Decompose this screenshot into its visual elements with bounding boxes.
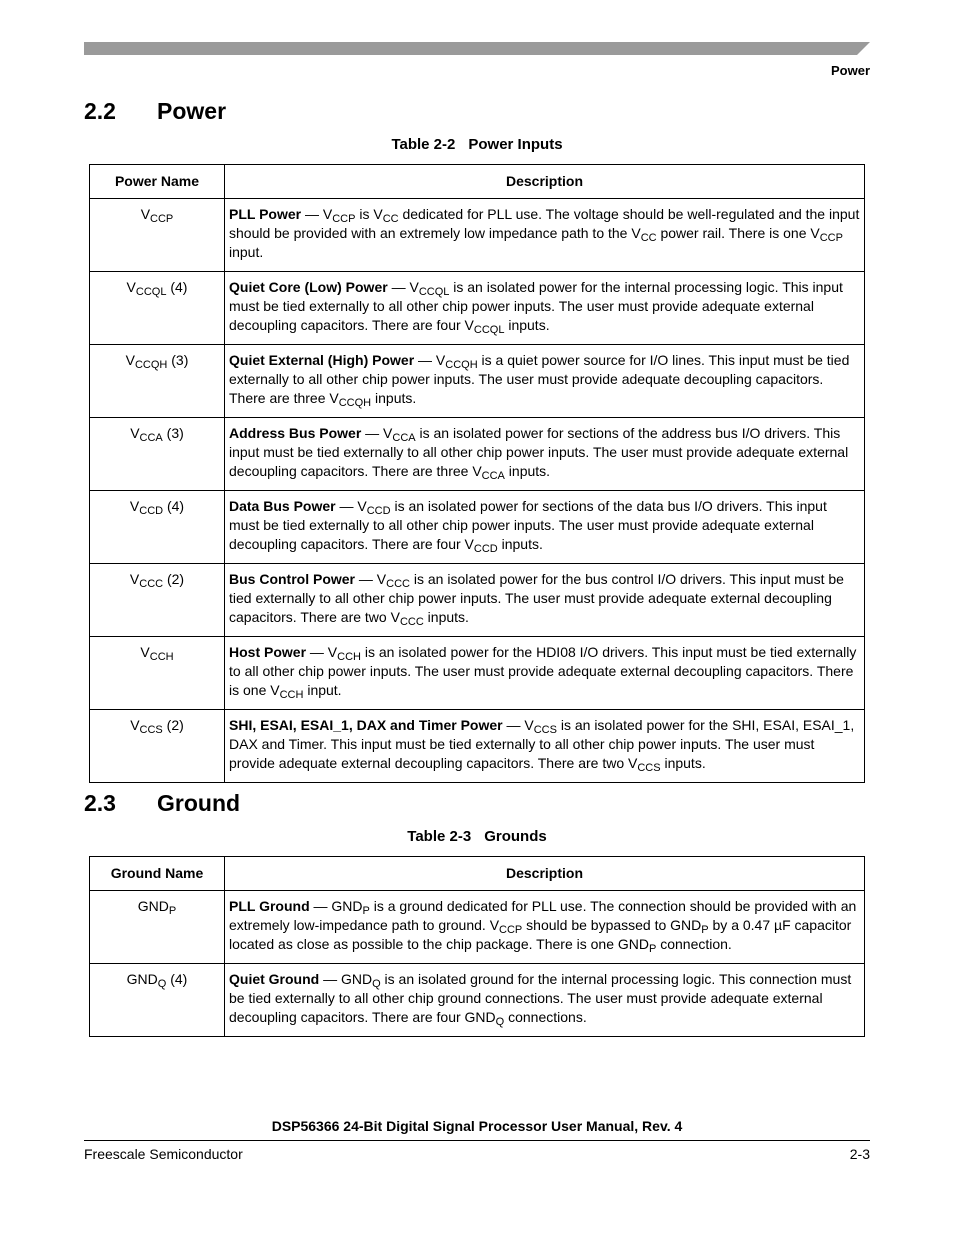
cell-description: PLL Ground — $GND_P$ is a ground dedicated for PLL use. The connection should be provided with an extremely low-impedance path to ground. $V_{CCP}$ should be bypassed to $GND_P$ by a 0.47 µF capacitor located as close as possible to the chip package. There is one $GND_P$ connection. — [225, 891, 865, 964]
cell-description: Quiet Core (Low) Power — $V_{CCQL}$ is an isolated power for the internal processing logic. This input must be tied externally to all other chip power inputs. The user must provide adequate external decoupling capacitors. There are four $V_{CCQL}$ inputs. — [225, 272, 865, 345]
cell-name: $GND_P$ — [90, 891, 225, 964]
table-row — [90, 199, 865, 272]
cell-description: Host Power — $V_{CCH}$ is an isolated power for the HDI08 I/O drivers. This input must be tied externally to all other chip power inputs. The user must provide adequate external decoupling capacitors. There is one $V_{CCH}$ input. — [225, 637, 865, 710]
section-heading-power — [84, 97, 226, 125]
subscript: P — [362, 905, 370, 917]
footer-company: Freescale Semiconductor — [84, 1146, 243, 1162]
subscript: CCQH — [445, 359, 478, 371]
subscript: Q — [157, 978, 167, 990]
ground-table-body — [90, 891, 865, 1037]
column-header-name: Power Name — [90, 165, 225, 199]
subscript: CCH — [337, 651, 361, 663]
table-row — [90, 637, 865, 710]
subscript: CCQH — [134, 359, 168, 371]
subscript: CCH — [279, 689, 304, 701]
table-row — [90, 710, 865, 783]
cell-name: $V_{CCQH}$ (3) — [90, 345, 225, 418]
cell-name: $V_{CCS}$ (2) — [90, 710, 225, 783]
power-table-body — [90, 199, 865, 783]
subscript: CCQH — [338, 397, 372, 409]
section-number: 2.2 — [84, 98, 116, 124]
table-title: Grounds — [484, 828, 547, 845]
cell-description: Address Bus Power — $V_{CCA}$ is an isolated power for sections of the address bus I/O drivers. This input must be tied externally to all other chip power inputs. The user must provide adequate external decoupling capacitors. There are three $V_{CCA}$ inputs. — [225, 418, 865, 491]
cell-description: Quiet External (High) Power — $V_{CCQH}$ is a quiet power source for I/O lines. This input must be tied externally to all other chip power inputs. The user must provide adequate decoupling capacitors. There are three $V_{CCQH}$ inputs. — [225, 345, 865, 418]
cell-name: $V_{CCP}$ — [90, 199, 225, 272]
power-inputs-table — [89, 164, 865, 783]
subscript: CCD — [139, 505, 164, 517]
cell-name: $V_{CCD}$ (4) — [90, 491, 225, 564]
cell-description: Data Bus Power — $V_{CCD}$ is an isolated power for sections of the data bus I/O drivers. This input must be tied externally to all other chip power inputs. The user must provide adequate external decoupling capacitors. There are four $V_{CCD}$ inputs. — [225, 491, 865, 564]
cell-name: $V_{CCH}$ — [90, 637, 225, 710]
subscript: Q — [495, 1016, 505, 1028]
subscript: CCQL — [473, 324, 505, 336]
table-title: Power Inputs — [468, 136, 563, 153]
description-term: Data Bus Power — [229, 498, 336, 514]
subscript: CCA — [139, 432, 163, 444]
description-term: Host Power — [229, 644, 307, 660]
description-term: Quiet External (High) Power — [229, 352, 415, 368]
subscript: CCP — [332, 213, 356, 225]
table-caption-power — [89, 136, 865, 154]
cell-description: Quiet Ground — $GND_Q$ is an isolated ground for the internal processing logic. This connection must be tied externally to all other chip ground connections. The user must provide adequate external decoupling capacitors. There are four $GND_Q$ connections. — [225, 964, 865, 1037]
description-term: Bus Control Power — [229, 571, 356, 587]
table-row — [90, 491, 865, 564]
subscript: CCS — [139, 724, 163, 736]
running-header-section: Power — [830, 63, 870, 78]
description-term: PLL Power — [229, 206, 302, 222]
column-header-description: Description — [225, 857, 865, 891]
table-header-row — [90, 165, 865, 199]
table-header-row — [90, 857, 865, 891]
subscript: CCS — [637, 762, 661, 774]
subscript: CCS — [533, 724, 557, 736]
subscript: Q — [372, 978, 381, 990]
subscript: CCQL — [135, 286, 167, 298]
cell-description: Bus Control Power — $V_{CCC}$ is an isolated power for the bus control I/O drivers. This input must be tied externally to all other chip power inputs. The user must provide adequate external decoupling capacitors. There are two $V_{CCC}$ inputs. — [225, 564, 865, 637]
cell-description: PLL Power — $V_{CCP}$ is $V_{CC}$ dedicated for PLL use. The voltage should be well-regulated and the input should be provided with an extremely low impedance path to the $V_{CC}$ power rail. There is one $V_{CCP}$ input. — [225, 199, 865, 272]
description-term: Quiet Ground — [229, 971, 320, 987]
description-term: SHI, ESAI, ESAI_1, DAX and Timer Power — [229, 717, 503, 733]
header-decorative-bar — [84, 42, 870, 55]
subscript: CC — [640, 232, 657, 244]
subscript: CCA — [481, 470, 505, 482]
column-header-description: Description — [225, 165, 865, 199]
subscript: CCD — [473, 543, 498, 555]
table-row — [90, 891, 865, 964]
table-label: Table 2-3 — [407, 828, 472, 845]
section-title: Ground — [157, 790, 241, 816]
subscript: CCD — [366, 505, 391, 517]
subscript: CC — [382, 213, 399, 225]
subscript: CCQL — [418, 286, 450, 298]
column-header-name: Ground Name — [90, 857, 225, 891]
table-row — [90, 564, 865, 637]
description-term: Quiet Core (Low) Power — [229, 279, 388, 295]
table-row — [90, 345, 865, 418]
table-row — [90, 964, 865, 1037]
grounds-table — [89, 856, 865, 1037]
table-row — [90, 272, 865, 345]
cell-name: $V_{CCC}$ (2) — [90, 564, 225, 637]
table-label: Table 2-2 — [391, 136, 456, 153]
subscript: CCP — [150, 213, 174, 225]
subscript: P — [168, 905, 177, 917]
section-number: 2.3 — [84, 790, 116, 816]
subscript: CCH — [149, 651, 174, 663]
subscript: CCP — [499, 924, 523, 936]
cell-name: $V_{CCA}$ (3) — [90, 418, 225, 491]
cell-description: SHI, ESAI, ESAI_1, DAX and Timer Power — $V_{CCS}$ is an isolated power for the SHI, ESAI, ESAI_1, DAX and Timer. This input must be tied externally to all other chip power inputs. The user must provide adequate external decoupling capacitors. There are two $V_{CCS}$ inputs. — [225, 710, 865, 783]
cell-name: $V_{CCQL}$ (4) — [90, 272, 225, 345]
section-title: Power — [157, 98, 227, 124]
subscript: CCC — [139, 578, 164, 590]
section-heading-ground — [84, 789, 240, 817]
subscript: CCC — [386, 578, 410, 590]
subscript: P — [701, 924, 709, 936]
cell-name: $GND_Q$ (4) — [90, 964, 225, 1037]
subscript: CCP — [819, 232, 843, 244]
description-term: Address Bus Power — [229, 425, 362, 441]
footer-page-number: 2-3 — [849, 1146, 870, 1162]
subscript: CCC — [399, 616, 424, 628]
table-row — [90, 418, 865, 491]
description-term: PLL Ground — [229, 898, 310, 914]
table-caption-ground — [89, 828, 865, 846]
subscript: P — [648, 943, 657, 955]
subscript: CCA — [392, 432, 416, 444]
footer-document-title: DSP56366 24-Bit Digital Signal Processor User Manual, Rev. 4 — [271, 1118, 683, 1134]
footer-divider — [84, 1140, 870, 1141]
